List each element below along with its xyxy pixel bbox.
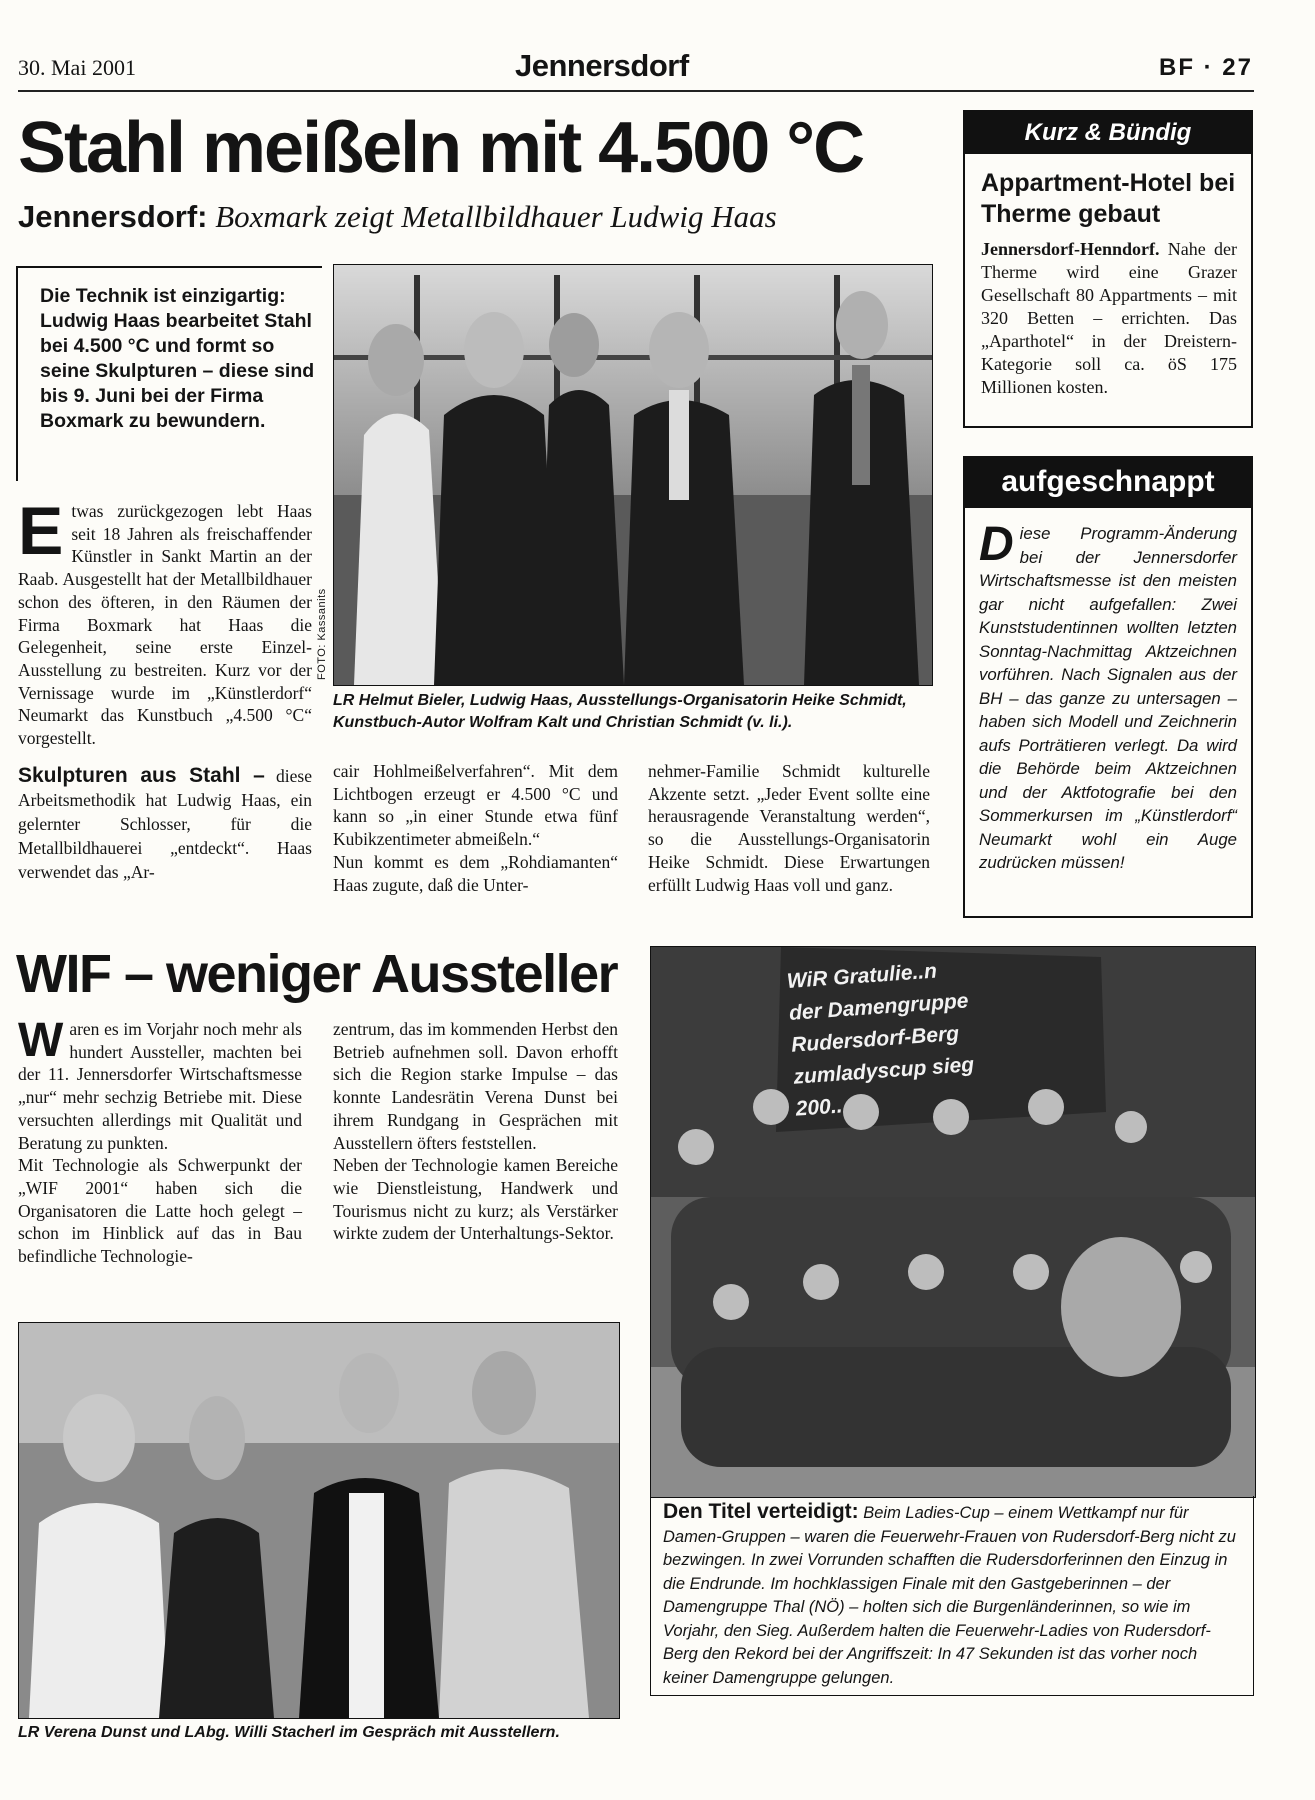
banner-line-4: zumladyscup sieg: [792, 1053, 975, 1089]
article2-col2-b: Neben der Technologie kamen Bereiche wie Dienstleistung, Handwerk und Tourismus nicht zu kurz; als Verstärker wirkte zudem der Unterhaltungs-Sektor.: [333, 1155, 618, 1244]
photo-credit-wrap: [316, 560, 332, 680]
kurz-buendig-body: Nahe der Therme wird eine Grazer Gesellschaft 80 Appartments – mit 320 Betten – errichten. Das „Aparthotel“ in der Dreistern-Kategorie soll ca. öS 175 Millionen kosten.: [981, 239, 1237, 397]
aufgeschnappt-text: [965, 508, 1251, 875]
article1-headline: Stahl meißeln mit 4.500 °C: [18, 108, 864, 188]
kurz-buendig-header: Kurz & Bündig: [965, 112, 1251, 154]
article1-photo: [333, 264, 933, 686]
article1-dropcap: E: [18, 493, 64, 569]
article3-caption-box: [650, 1496, 1254, 1696]
article2-col1-b: Mit Technologie als Schwerpunkt der „WIF 2001“ haben sich die Organisatoren die Latte hoch gelegt – schon im Hinblick auf das in Bau befindliche Technologie-: [18, 1155, 302, 1267]
article2-dropcap: W: [18, 1014, 64, 1067]
article2-col1: aren es im Vorjahr noch mehr als hundert Aussteller, machten bei der 11. Jennersdorfer Wirtschaftsmesse „nur“ mehr sechzig Betriebe mit. Diese versuchten allerdings mit Qualität und Beratung zu punkten.: [18, 1019, 302, 1153]
article1-col2-b: Nun kommt es dem „Rohdiamanten“ Haas zugute, daß die Unter-: [333, 851, 618, 895]
article2-column-2: [333, 1018, 618, 1245]
aufgeschnappt-body: iese Programm-Änderung bei der Jennersdorfer Wirtschaftsmesse ist den meisten gar nicht aufgefallen: Zwei Kunststudentinnen wollten letzten Sonntag-Nachmittag Aktzeichnen vorführen. Nach Signalen aus der BH – das ganze zu untersagen – haben sich Modell und Zeichnerin aufs Porträtieren verlegt. Da wird die Behörde beim Aktzeichnen und der Aktfotografie bei den Sommerkursen im „Künstlerdorf“ Neumarkt wohl ein Auge zudrücken müssen!: [979, 524, 1237, 872]
kurz-buendig-title: Appartment-Hotel bei Therme gebaut: [981, 169, 1236, 228]
article2-photo-caption: LR Verena Dunst und LAbg. Willi Stacherl im Gespräch mit Ausstellern.: [18, 1724, 560, 1741]
aufgeschnappt-header: aufgeschnappt: [965, 456, 1251, 508]
group-photo-illustration: [334, 265, 932, 685]
kurz-buendig-place: Jennersdorf-Henndorf.: [981, 239, 1160, 259]
article1-column-3: nehmer-Familie Schmidt kulturelle Akzente setzt. „Jeder Event sollte eine herausragende Veranstaltung werden“, so die Ausstellungs-Organisatorin Heike Schmidt. Diese Erwartungen erfüllt Ludwig Haas voll und ganz.: [648, 761, 930, 895]
article1-column-1: [18, 493, 312, 884]
article3-caption: [663, 1500, 1243, 1690]
kurz-buendig-box: [963, 110, 1253, 428]
article1-sub-text: Boxmark zeigt Metallbildhauer Ludwig Haas: [207, 199, 777, 234]
article1-para1: twas zurückgezogen lebt Haas seit 18 Jahren als freischaffender Künstler in Sankt Martin an der Raab. Ausgestellt hat der Metallbildhauer schon des öfteren, in den Räumen der Firma Boxmark hat Haas die Gelegenheit, seine erste Einzel-Ausstellung zu bestreiten. Kurz vor der Vernissage wurde im „Künstlerdorf“ Neumarkt das Kunstbuch „4.500 °C“ vorgestellt.: [18, 501, 312, 749]
banner-line-1: WiR Gratulie..n: [786, 959, 938, 993]
article2-photo: [18, 1322, 620, 1719]
kurz-buendig-text: [965, 230, 1251, 399]
article1-sub-place: Jennersdorf:: [18, 199, 208, 234]
article1-intro: Die Technik ist einzigartig: Ludwig Haas bearbeitet Stahl bei 4.500 °C und formt so seine Skulpturen – diese sind bis 9. Juni bei der Firma Boxmark zu bewundern.: [16, 266, 322, 481]
article2-column-1: [18, 1014, 302, 1268]
banner-line-3: Rudersdorf-Berg: [790, 1022, 960, 1057]
article1-col1-end: diese Arbeitsmethodik hat Ludwig Haas, ein gelernter Schlosser, für die Metallbildhauerei „entdeckt“. Haas verwendet das „Ar-: [18, 765, 312, 882]
page-number: BF · 27: [1158, 54, 1253, 81]
article1-subheadline: [18, 200, 777, 234]
banner-line-5: 200..: [795, 1094, 844, 1121]
article1-subhead: Skulpturen aus Stahl –: [18, 763, 265, 787]
banner-line-2: der Damengruppe: [788, 989, 970, 1025]
header-rule: [18, 90, 1254, 92]
aufgeschnappt-box: [963, 456, 1253, 918]
exhibition-photo-illustration: [19, 1323, 619, 1718]
article3-photo: [650, 946, 1256, 1498]
photo-credit: FOTO: Kassanits: [316, 588, 328, 680]
issue-date: 30. Mai 2001: [18, 55, 136, 80]
article1-column-2: [333, 760, 618, 896]
article3-caption-body: Beim Ladies-Cup – einem Wettkampf nur für Damen-Gruppen – waren die Feuerwehr-Frauen von Rudersdorf-Berg nicht zu bezwingen. In zwei Vorrunden schafften die Rudersdorferinnen den Einzug in die Endrunde. Im hochklassigen Finale mit den Gastgeberinnen – der Damengruppe Thal (NÖ) – holten sich die Burgenländerinnen, so wie im Vorjahr, den Sieg. Außerdem halten die Feuerwehr-Ladies von Rudersdorf-Berg den Rekord bei der Angriffszeit: In 47 Sekunden ist das vorher noch keiner Damengruppe gelungen.: [663, 1504, 1236, 1687]
article1-photo-caption: LR Helmut Bieler, Ludwig Haas, Ausstellungs-Organisatorin Heike Schmidt, Kunstbuch-Autor Wolfram Kalt und Christian Schmidt (v. li.).: [333, 692, 907, 731]
section-location: Jennersdorf: [515, 48, 689, 83]
article1-col2-a: cair Hohlmeißelverfahren“. Mit dem Lichtbogen erzeugt er 4.500 °C und kann so „in einer Stunde etwa fünf Kubikzentimeter abmeißeln.“: [333, 761, 618, 850]
aufgeschnappt-dropcap: D: [979, 518, 1014, 571]
article2-headline: WIF – weniger Aussteller: [16, 944, 618, 1004]
team-banner: [786, 946, 1106, 1126]
article2-col2: zentrum, das im kommenden Herbst den Betrieb aufnehmen soll. Davon erhofft sich die Region starke Impulse – das konnte Landesrätin Verena Dunst bei ihrem Rundgang in Gesprächen mit Ausstellern öfters feststellen.: [333, 1019, 618, 1153]
article3-caption-lead: Den Titel verteidigt:: [663, 1500, 859, 1523]
